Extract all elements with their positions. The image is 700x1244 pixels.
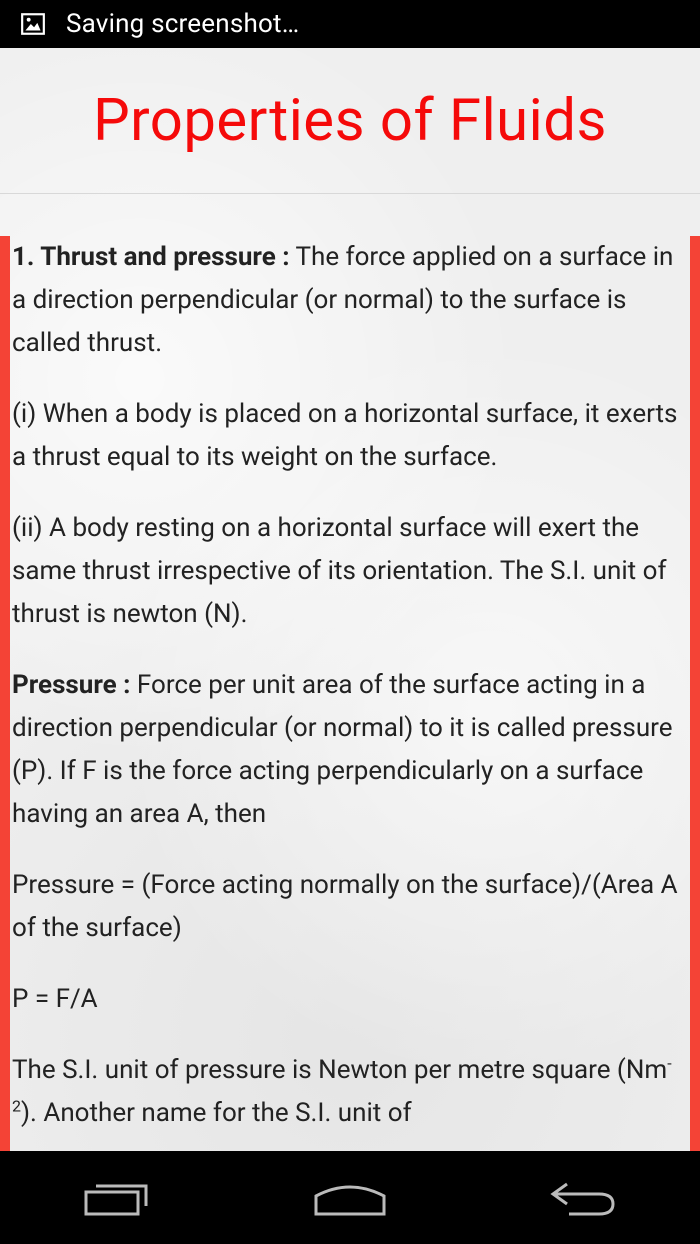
status-bar — [0, 0, 700, 48]
heading-pressure: Pressure : — [12, 670, 131, 700]
paragraph-si-unit — [12, 1049, 682, 1135]
superscript: -2 — [12, 1053, 672, 1116]
navigation-bar — [0, 1151, 700, 1244]
text-thrust: The force applied on a surface in a direction perpendicular (or normal) to the surface is called thrust. — [12, 242, 674, 358]
paragraph-ii: (ii) A body resting on a horizontal surface will exert the same thrust irrespective of its orientation. The S.I. unit of thrust is newton (N). — [12, 513, 667, 629]
article-body[interactable] — [12, 236, 682, 1151]
content-screen — [0, 48, 700, 1151]
right-accent-bar — [690, 236, 700, 1151]
text-si-unit-b: ). Another name for the S.I. unit of — [21, 1098, 412, 1128]
left-accent-bar — [0, 236, 10, 1151]
title-area — [0, 48, 700, 193]
text-si-unit-a: The S.I. unit of pressure is Newton per metre square (Nm — [12, 1055, 668, 1085]
paragraph-formula: Pressure = (Force acting normally on the surface)/(Area A of the surface) — [12, 870, 678, 943]
back-icon — [547, 1178, 619, 1218]
paragraph-i: (i) When a body is placed on a horizontal surface, it exerts a thrust equal to its weight on the surface. — [12, 399, 678, 472]
status-text: Saving screenshot… — [66, 9, 300, 39]
recent-apps-icon — [82, 1180, 152, 1216]
paragraph-equation: P = F/A — [12, 984, 98, 1014]
paragraph-thrust — [12, 236, 682, 365]
paragraph-pressure — [12, 664, 682, 836]
heading-thrust: 1. Thrust and pressure : — [12, 242, 290, 272]
page-title: Properties of Fluids — [93, 86, 607, 155]
text-pressure: Force per unit area of the surface acting in a direction perpendicular (or normal) to it is called pressure (P). If F is the force acting perpendicularly on a surface having an area A, then — [12, 670, 673, 829]
home-icon — [312, 1178, 388, 1218]
home-button[interactable] — [310, 1173, 390, 1223]
image-icon — [20, 11, 46, 37]
recent-apps-button[interactable] — [77, 1173, 157, 1223]
back-button[interactable] — [543, 1173, 623, 1223]
title-divider — [0, 193, 700, 194]
